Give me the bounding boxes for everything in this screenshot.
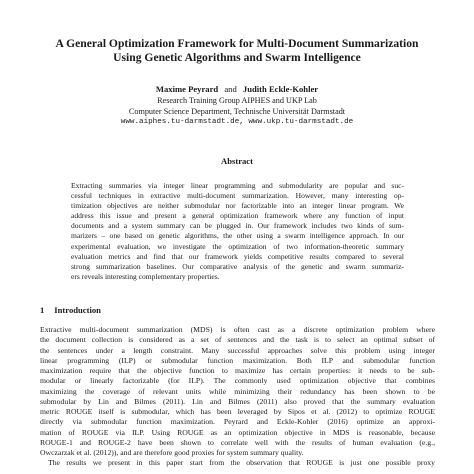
section-number: 1 [40, 305, 45, 315]
title-line: A General Optimization Framework for Multi-Document Summarization [55, 37, 419, 50]
body-line: Owczarzak et al. (2012)), and are therefore good proxies for system summary quality. [40, 448, 304, 457]
abstract-line: cessful techniques in extractive multi-document summarization. However, many interesting op- [71, 191, 404, 201]
abstract-line: Extracting summaries via integer linear programming and submodularity are popular and suc- [71, 181, 404, 190]
section-heading-introduction [40, 305, 101, 316]
author-name: Judith Eckle-Kohler [242, 84, 319, 94]
body-line: directly via submodular function maximization. Peyrard and Eckle-Kohler (2016) optimize an approxi- [40, 417, 435, 427]
abstract-line: evaluation metrics and find that our framework yields competitive results compared to several [71, 251, 404, 261]
author-name: Maxime Peyrard [155, 84, 219, 94]
body-line: the sentences under a length constraint. Many successful approaches solve this problem using integer [40, 345, 435, 355]
abstract-line: marizers – one based on genetic algorithms, the other using a swarm intelligence approach. In our [71, 231, 404, 241]
title-line: Using Genetic Algorithms and Swarm Intelligence [113, 51, 361, 64]
paper-title [40, 37, 434, 65]
affiliation-websites: www.aiphes.tu-darmstadt.de, www.ukp.tu-darmstadt.de [120, 118, 354, 126]
body-line: Extractive multi-document summarization (MDS) is often cast as a discrete optimization problem where [40, 325, 435, 334]
affiliation-line: Computer Science Department, Technische Universität Darmstadt [128, 106, 346, 116]
body-line: mation of ROUGE via ILP. Using ROUGE as an optimization objective in MDS is reasonable, because [40, 427, 435, 437]
section-title: Introduction [54, 305, 101, 315]
abstract-line: ers reveals interesting complementary properties. [71, 271, 220, 281]
body-line: submodular by Lin and Bilmes (2011). Lin and Bilmes (2011) also proved that the summary evaluation [40, 396, 435, 406]
body-line: ROUGE-1 and ROUGE-2 have been shown to correlate well with the results of human evaluation (e.g., [40, 437, 435, 447]
body-line: the document collection is considered as a set of sentences and the task is to select an optimal subset of [40, 335, 435, 345]
abstract-heading: Abstract [221, 156, 253, 166]
affiliation-block [40, 96, 434, 128]
author-list [40, 84, 434, 95]
body-line: maximizing the coverage of relevant units while minimizing their redundancy has been shown to be [40, 386, 435, 396]
body-line: metric ROUGE itself is submodular, which has been leveraged by Sipos et al. (2012) to optimize ROUGE [40, 407, 435, 416]
body-line: maximization require that the objective function to maximize has certain properties: it needs to be sub- [40, 366, 435, 375]
affiliation-line: Research Training Group AIPHES and UKP Lab [157, 96, 317, 105]
body-line: The results we present in this paper start from the observation that ROUGE is just one possible proxy [48, 458, 435, 468]
abstract-line: address this issue and present a general optimization framework where any function of input [71, 211, 404, 221]
introduction-body [40, 325, 435, 469]
abstract-line: documents and a system summary can be plugged in. Our framework includes two kinds of sum- [71, 221, 404, 231]
author-conjunction: and [224, 84, 237, 94]
abstract-body [71, 181, 404, 282]
body-line: modular or linearly factorizable (for ILP). The commonly used optimization objective that combines [40, 376, 435, 386]
abstract-line: experimental evaluation, we investigate the optimization of two information-theoretic summary [71, 241, 404, 251]
body-line: linear programming (ILP) or submodular function maximization. Both ILP and submodular function [40, 355, 435, 365]
abstract-line: timization objectives are neither submodular nor factorizable into an integer linear program. We [71, 201, 404, 211]
abstract-line: strong summarization baselines. Our comparative analysis of the genetic and swarm summariz- [71, 261, 404, 271]
